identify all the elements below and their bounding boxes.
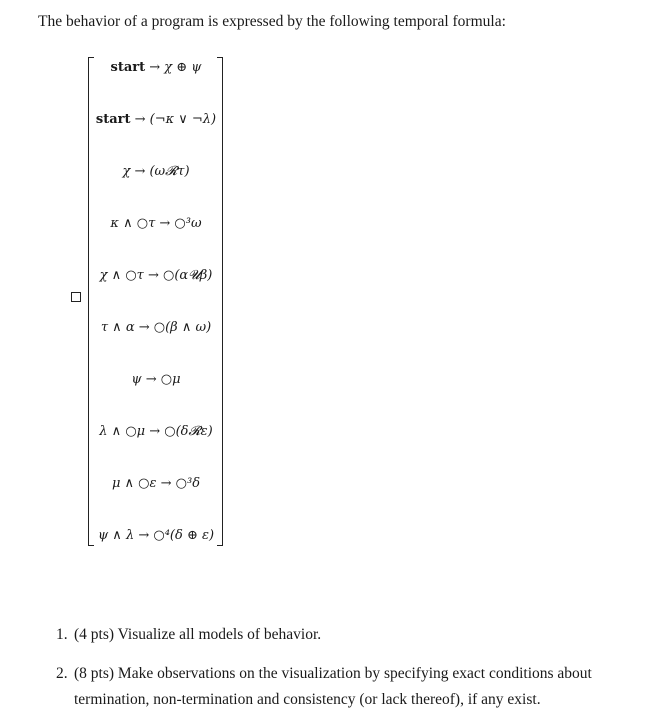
question-list <box>56 622 616 726</box>
formula-2 <box>92 112 220 128</box>
question-text: (4 pts) Visualize all models of behavior. <box>74 626 322 643</box>
formula-keyword: start <box>110 60 146 75</box>
formula-10 <box>92 528 220 544</box>
question-item <box>56 622 616 648</box>
formula-body: ψ → ○μ <box>131 372 181 387</box>
question-text: (8 pts) Make observations on the visualization by specifying exact conditions about termination, non-termination and consistency (or lack thereof), if any exist. <box>74 665 592 708</box>
always-operator-icon <box>71 292 81 302</box>
formula-keyword: start <box>95 112 131 127</box>
formula-body: μ ∧ ○ε → ○³δ <box>111 476 201 491</box>
formula-body: χ → (ω𝓡τ) <box>122 164 190 179</box>
formula-body: κ ∧ ○τ → ○³ω <box>110 216 202 231</box>
formula-body: χ ∧ ○τ → ○(α𝓤β) <box>99 268 213 283</box>
formula-body: λ ∧ ○μ → ○(δ𝓡ε) <box>99 424 213 439</box>
question-number: 2. <box>56 665 68 682</box>
formula-body: → (¬κ ∨ ¬λ) <box>130 112 217 127</box>
formula-9 <box>92 476 220 492</box>
formula-body: ψ ∧ λ → ○⁴(δ ⊕ ε) <box>97 528 215 543</box>
formula-8 <box>92 424 220 440</box>
formula-7 <box>92 372 220 388</box>
right-bracket <box>217 57 223 546</box>
formula-body: τ ∧ α → ○(β ∧ ω) <box>100 320 212 335</box>
intro-text: The behavior of a program is expressed by the following temporal formula: <box>38 13 506 30</box>
formula-5 <box>92 268 220 284</box>
formula-6 <box>92 320 220 336</box>
formula-1 <box>92 60 220 76</box>
formula-4 <box>92 216 220 232</box>
formula-3 <box>92 164 220 180</box>
question-number: 1. <box>56 626 68 643</box>
formula-body: → χ ⊕ ψ <box>145 60 202 75</box>
left-bracket <box>88 57 94 546</box>
question-item <box>56 661 616 713</box>
